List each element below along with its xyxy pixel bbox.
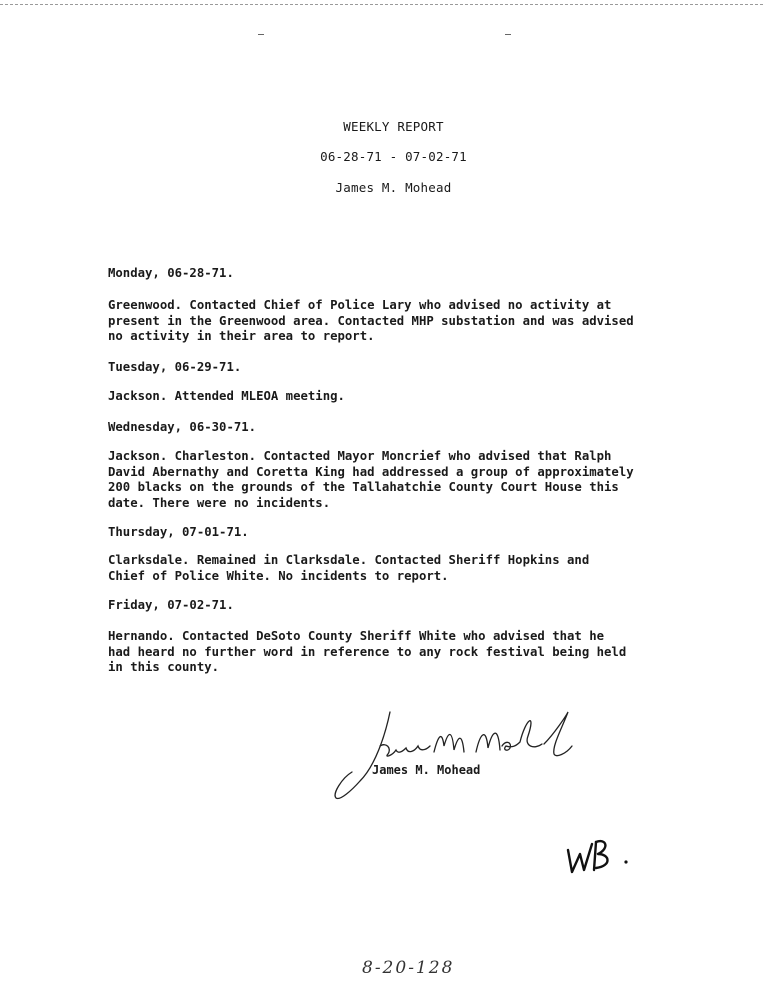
- report-title: WEEKLY REPORT: [343, 119, 444, 134]
- day-entry-text: Jackson. Charleston. Contacted Mayor Moncrief who advised that Ralph David Abernathy and Coretta King had addressed a group of approximately 200 blacks on the grounds of the Tallahatchie County Court House this date. There were no incidents.: [108, 449, 634, 510]
- handwritten-initials: [560, 830, 640, 880]
- day-heading: Monday, 06-28-71.: [108, 266, 234, 280]
- scan-mark: [505, 34, 511, 35]
- handwritten-signature: [330, 706, 580, 806]
- scan-mark: [258, 34, 264, 35]
- day-heading: Wednesday, 06-30-71.: [108, 420, 257, 434]
- day-heading: Friday, 07-02-71.: [108, 598, 234, 612]
- top-scan-border: [0, 0, 763, 5]
- day-entry-text: Hernando. Contacted DeSoto County Sheriff White who advised that he had heard no further word in reference to any rock festival being held in this county.: [108, 629, 627, 674]
- file-number: 8-20-128: [362, 958, 455, 978]
- report-author: James M. Mohead: [335, 180, 452, 195]
- day-heading: Tuesday, 06-29-71.: [108, 360, 242, 374]
- day-entry-text: Greenwood. Contacted Chief of Police Lary who advised no activity at present in the Greenwood area. Contacted MHP substation and was advised no activity in their area to report.: [108, 298, 634, 343]
- signature-typed-name: James M. Mohead: [372, 763, 481, 777]
- day-entry-text: Jackson. Attended MLEOA meeting.: [108, 389, 345, 403]
- day-entry-text: Clarksdale. Remained in Clarksdale. Contacted Sheriff Hopkins and Chief of Police White. No incidents to report.: [108, 553, 590, 583]
- day-heading: Thursday, 07-01-71.: [108, 525, 249, 539]
- report-date-range: 06-28-71 - 07-02-71: [320, 149, 467, 164]
